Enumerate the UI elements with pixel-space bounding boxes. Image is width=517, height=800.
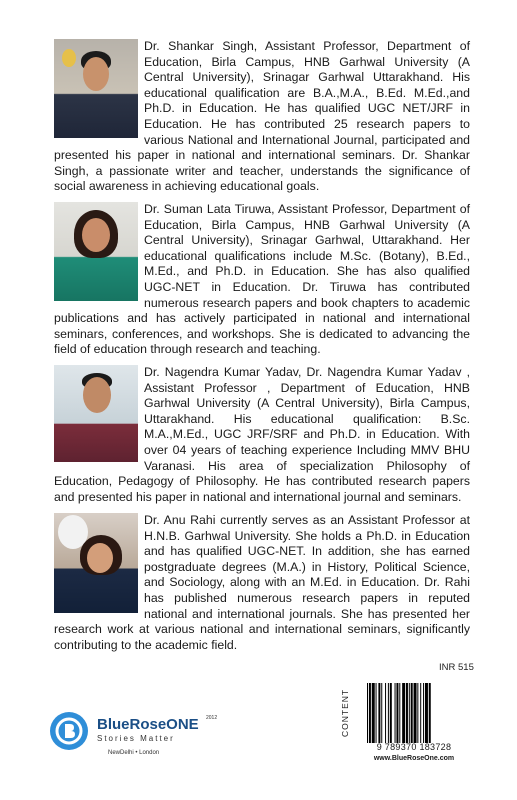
publisher-name: BlueRoseONE — [97, 716, 199, 733]
barcode-stripe — [399, 683, 400, 743]
barcode-stripe — [369, 683, 371, 743]
barcode-stripe — [378, 683, 380, 743]
barcode-stripe — [402, 683, 405, 743]
publisher-logo — [50, 712, 230, 762]
publisher-locations: NewDelhi • London — [108, 750, 160, 756]
barcode-stripe — [409, 683, 410, 743]
barcode-stripe — [385, 683, 386, 743]
barcode-stripe — [414, 683, 417, 743]
barcode-stripe — [425, 683, 428, 743]
barcode-image — [365, 683, 461, 743]
author-bio-nagendra-kumar-yadav — [54, 365, 470, 505]
author-bio-anu-rahi — [54, 513, 470, 653]
author-bio-suman-lata-tiruwa — [54, 202, 470, 358]
price-label: INR 515 — [439, 662, 474, 673]
publisher-established: 2012 — [206, 715, 218, 721]
bio-text: Dr. Nagendra Kumar Yadav, Dr. Nagendra Kumar Yadav , Assistant Professor , Department of Education, HNB Garhwal University (A Central University), Birla Campus, Uttarakhand. His educational qualification: B.Sc. M.A.,M.Ed., UGC JRF/SRF and Ph.D. in Education. With over 04 years of teaching experience Including MMV BHU Varanasi. His area of specialization Philosophy of Education, Pedagogy of Philosophy. He has contributed research papers and presented his paper in national and international journal and seminars. — [54, 365, 470, 504]
barcode-stripe — [396, 683, 398, 743]
barcode-stripe — [381, 683, 382, 743]
publisher-tagline: Stories Matter — [97, 734, 175, 743]
isbn-number: 9 789370 183728 — [376, 742, 452, 752]
bio-text: Dr. Suman Lata Tiruwa, Assistant Professor, Department of Education, Birla Campus, HNB Garhwal University (A Central University), Srinagar Garhwal, Uttarakhand. Her educational qualifications include M.Sc. (Botany), B.Ed., M.Ed., and Ph.D. in Education. She has also qualified UGC-NET in Education. Dr. Tiruwa has contributed numerous research papers and book chapters to academic publications and has actively participated in national and international seminars, conferences, and workshops. She is dedicated to advancing the field of education through research and teaching. — [54, 202, 470, 357]
barcode-stripe — [423, 683, 424, 743]
bio-text: Dr. Anu Rahi currently serves as an Assistant Professor at H.N.B. Garhwal University. She holds a Ph.D. in Education and has qualified UGC-NET. In addition, she has earned postgraduate degrees (M.A.) in History, Political Science, and Sociology, along with an M.Ed. in Education. Dr. Rahi has published numerous research papers in reputed national and international journals. She has presented her research work at various national and international seminars, significantly contributing to the academic field. — [54, 513, 470, 652]
barcode-stripe — [395, 683, 396, 743]
author-photo — [54, 202, 138, 301]
author-photo — [54, 39, 138, 138]
barcode-stripe — [406, 683, 408, 743]
bluerose-logo-icon — [50, 712, 88, 750]
bio-text: Dr. Shankar Singh, Assistant Professor, Department of Education, Birla Campus, HNB Garhwal University (A Central University), Srinagar Garhwal Uttarakhand. His educational qualification are B.A.,M.A., B.Ed. M.Ed.,and Ph.D. in Education. He has qualified UGC NET/JRF in Education. He has contributed 25 research papers to various National and International Journal, participated and presented his paper in national and international seminars. Dr. Shankar Singh, a passionate writer and teacher, understands the significance of social awareness in achieving educational goals. — [54, 39, 470, 194]
barcode-stripe — [411, 683, 413, 743]
barcode-stripe — [390, 683, 392, 743]
publisher-website: www.BlueRoseOne.com — [373, 755, 455, 762]
author-bio-shankar-singh — [54, 39, 470, 195]
barcode-stripe — [367, 683, 368, 743]
barcode-stripe — [388, 683, 389, 743]
barcode-stripe — [417, 683, 418, 743]
content-label: CONTENT — [340, 688, 350, 737]
author-photo — [54, 513, 138, 613]
barcode-stripe — [376, 683, 377, 743]
barcode-stripe — [429, 683, 431, 743]
barcode-stripe — [372, 683, 375, 743]
barcode-stripe — [420, 683, 421, 743]
author-photo — [54, 365, 138, 462]
